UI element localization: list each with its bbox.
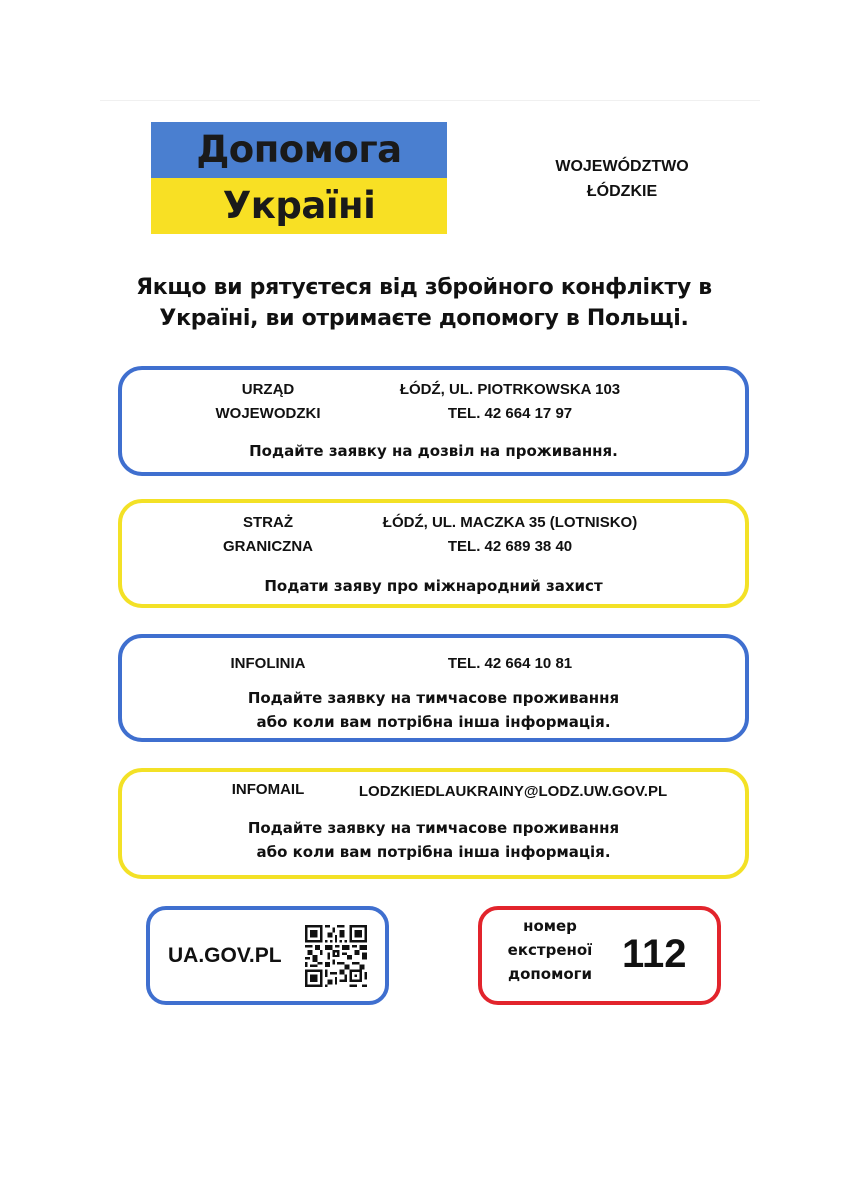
emergency-label-line1: номер — [523, 917, 577, 935]
emergency-label-line2: екстреної — [507, 941, 593, 959]
ukraine-flag-banner — [151, 122, 447, 234]
card-label — [188, 511, 348, 559]
card-contact — [350, 511, 670, 559]
qr-code-icon[interactable] — [305, 925, 367, 987]
card-label: INFOLINIA — [230, 655, 306, 672]
banner-title-line2: Україні — [222, 184, 376, 227]
banner-title-line1: Допомога — [196, 128, 402, 171]
card-label-line2: GRANICZNA — [223, 538, 313, 555]
card-email[interactable]: LODZKIEDLAUKRAINY@LODZ.UW.GOV.PL — [358, 783, 668, 800]
region-line1: WOJEWÓDZTWO — [555, 158, 689, 175]
card-phone[interactable]: TEL. 42 664 17 97 — [447, 405, 573, 422]
card-straz-graniczna — [118, 499, 749, 608]
card-label — [188, 378, 348, 426]
card-phone[interactable]: TEL. 42 664 10 81 — [447, 655, 573, 672]
website-card — [146, 906, 389, 1005]
headline-line2: Україні, ви отримаєте допомогу в Польщі. — [159, 306, 689, 331]
card-address: ŁÓDŹ, UL. PIOTRKOWSKA 103 — [399, 381, 621, 398]
card-contact — [360, 378, 660, 426]
emergency-label-line3: допомоги — [507, 965, 592, 983]
website-link[interactable]: UA.GOV.PL — [168, 944, 282, 967]
region-line2: ŁÓDZKIE — [586, 183, 658, 200]
card-description-line2: або коли вам потрібна інша інформація. — [256, 713, 611, 731]
card-infolinia — [118, 634, 749, 742]
card-infomail — [118, 768, 749, 879]
emergency-card — [478, 906, 721, 1005]
card-label-line1: STRAŻ — [243, 514, 293, 531]
card-label-line2: WOJEWODZKI — [215, 405, 321, 422]
card-description-line2: або коли вам потрібна інша інформація. — [256, 843, 611, 861]
emergency-label — [492, 914, 608, 986]
card-description — [122, 816, 745, 864]
card-address: ŁÓDŹ, UL. MACZKA 35 (LOTNISKO) — [382, 514, 638, 531]
card-description — [122, 686, 745, 734]
card-label: INFOMAIL — [231, 781, 305, 798]
card-description: Подати заяву про міжнародний захист — [264, 577, 603, 595]
card-description-line1: Подайте заявку на тимчасове проживання — [247, 819, 620, 837]
card-phone[interactable]: TEL. 42 689 38 40 — [447, 538, 573, 555]
card-label-line1: URZĄD — [241, 381, 295, 398]
card-urzad-wojewodzki — [118, 366, 749, 476]
card-description: Подайте заявку на дозвіл на проживання. — [249, 442, 618, 460]
page-headline — [110, 272, 738, 334]
card-description-line1: Подайте заявку на тимчасове проживання — [247, 689, 620, 707]
region-name — [530, 154, 714, 204]
emergency-number[interactable]: 112 — [622, 932, 687, 976]
top-divider — [100, 100, 760, 101]
headline-line1: Якщо ви рятуєтеся від збройного конфлікту в — [136, 275, 712, 300]
